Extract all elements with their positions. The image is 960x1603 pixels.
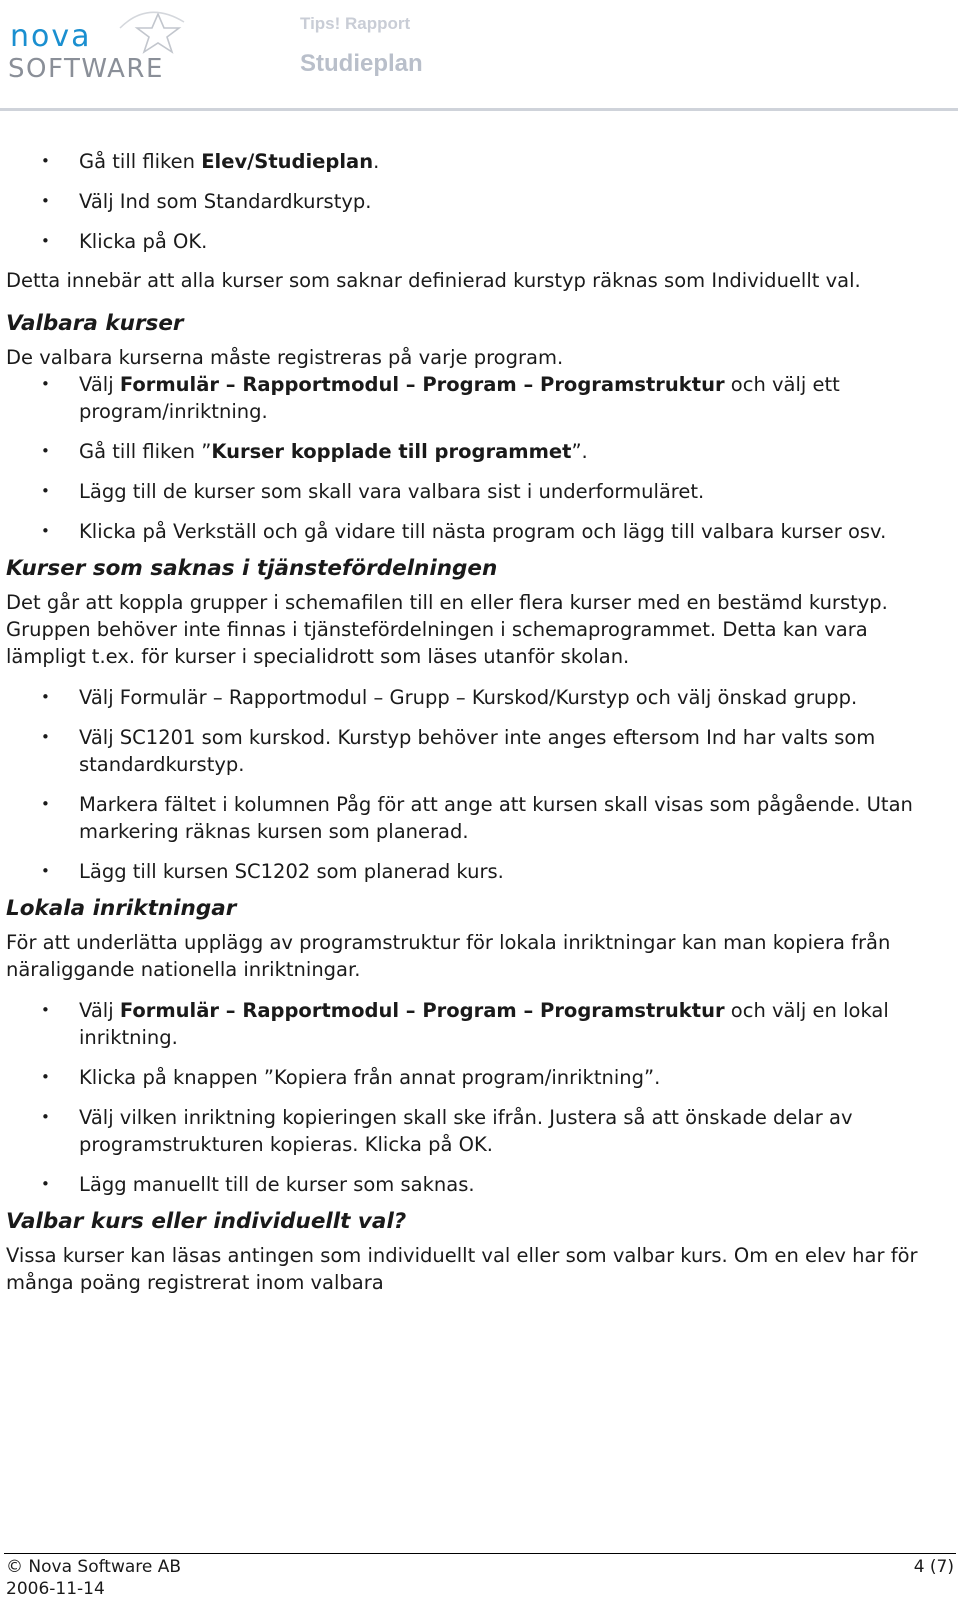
steps-list-1 — [6, 148, 946, 255]
footer-divider — [4, 1553, 956, 1554]
list-item-text: Lägg till de kurser som skall vara valbara sist i underformuläret. — [79, 480, 705, 503]
svg-text:nova: nova — [10, 19, 92, 54]
nova-software-logo — [8, 6, 198, 82]
header-subtitle: Tips! Rapport — [300, 14, 411, 33]
list-item — [6, 371, 946, 425]
footer-date: 2006-11-14 — [6, 1579, 105, 1599]
list-item-bold: Formulär – Rapportmodul – Program – Programstruktur — [119, 999, 725, 1022]
list-item-text: och välj en lokal inriktning. — [79, 999, 889, 1049]
document-body — [6, 148, 946, 1296]
header-title: Studieplan — [300, 50, 423, 77]
list-item-text: Klicka på OK. — [79, 230, 208, 253]
list-item-text: Lägg manuellt till de kurser som saknas. — [79, 1173, 475, 1196]
list-item: • Välj Formulär – Rapportmodul – Grupp – Kurskod/Kurstyp och välj önskad grupp. — [6, 684, 946, 711]
list-item — [6, 148, 946, 175]
list-item-text: Välj Ind som Standardkurstyp. — [79, 190, 372, 213]
list-item-text: och välj ett program/inriktning. — [79, 373, 840, 423]
section-heading-saknas: Kurser som saknas i tjänstefördelningen — [6, 556, 498, 581]
list-item-text: Välj — [79, 999, 120, 1022]
list-item-bold: Elev/Studieplan — [201, 150, 374, 173]
paragraph: Detta innebär att alla kurser som saknar definierad kurstyp räknas som Individuellt val. — [6, 269, 861, 292]
footer-page-number: 4 (7) — [913, 1557, 954, 1577]
section-heading-lokala: Lokala inriktningar — [6, 896, 237, 921]
list-item — [6, 478, 946, 505]
list-item-text: ”. — [571, 440, 588, 463]
list-item-text: Välj — [79, 373, 120, 396]
list-item-text: Gå till fliken ” — [79, 440, 212, 463]
list-item-text: Klicka på knappen ”Kopiera från annat program/inriktning”. — [79, 1066, 661, 1089]
header-divider — [0, 108, 958, 111]
footer-company: © Nova Software AB — [6, 1557, 182, 1577]
list-item — [6, 1171, 946, 1198]
list-item — [6, 438, 946, 465]
list-item — [6, 518, 946, 545]
list-item-bold: Kurser kopplade till programmet — [211, 440, 572, 463]
list-item — [6, 1064, 946, 1091]
list-item-text: Gå till fliken — [79, 150, 202, 173]
list-item — [6, 228, 946, 255]
list-item-text: Välj vilken inriktning kopieringen skall ske ifrån. Justera så att önskade delar av programstrukturen kopieras. Klicka på OK. — [79, 1106, 853, 1156]
list-item: • Lägg till kursen SC1202 som planerad kurs. — [6, 858, 946, 885]
paragraph: Det går att koppla grupper i schemafilen till en eller flera kurser med en bestämd kurstyp. Gruppen behöver inte finnas i tjänstefördelningen i schemaprogrammet. Detta kan vara lämpligt t.ex. för kurser i specialidrott som läses utanför skolan. — [6, 591, 888, 668]
section-heading-valbara: Valbara kurser — [6, 311, 184, 336]
list-item — [6, 188, 946, 215]
list-item: • Markera fältet i kolumnen Påg för att ange att kursen skall visas som pågående. Utan markering räknas kursen som planerad. — [6, 791, 946, 845]
paragraph: De valbara kurserna måste registreras på varje program. — [6, 346, 564, 369]
page-header — [0, 0, 960, 112]
section-heading-valbar-kurs: Valbar kurs eller individuellt val? — [6, 1209, 407, 1234]
list-item — [6, 1104, 946, 1158]
footer-info — [6, 1556, 181, 1600]
list-item — [6, 997, 946, 1051]
steps-list-2 — [6, 371, 946, 545]
steps-list-4 — [6, 997, 946, 1198]
list-item-text: Klicka på Verkställ och gå vidare till nästa program och lägg till valbara kurser osv. — [79, 520, 887, 543]
steps-list-3 — [6, 684, 946, 885]
paragraph: Vissa kurser kan läsas antingen som individuellt val eller som valbar kurs. Om en elev har för många poäng registrerat inom valbara — [6, 1244, 918, 1294]
list-item-bold: Formulär – Rapportmodul – Program – Programstruktur — [119, 373, 725, 396]
paragraph: För att underlätta upplägg av programstruktur för lokala inriktningar kan man kopiera från näraliggande nationella inriktningar. — [6, 931, 891, 981]
list-item-text: . — [373, 150, 380, 173]
svg-text:SOFTWARE: SOFTWARE — [8, 54, 164, 82]
list-item: • Välj SC1201 som kurskod. Kurstyp behöver inte anges eftersom Ind har valts som standardkurstyp. — [6, 724, 946, 778]
